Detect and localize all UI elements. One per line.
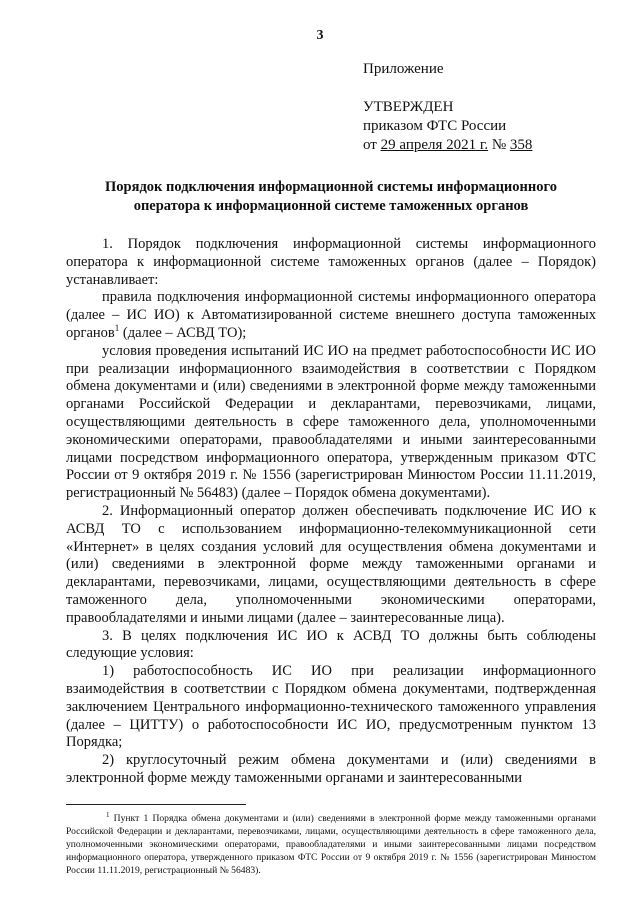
footnote-reference: 1 [114, 323, 120, 334]
document-title [66, 178, 596, 216]
number-prefix: № [488, 137, 510, 153]
paragraph-2 [66, 289, 596, 342]
footnote-marker: 1 [106, 810, 110, 819]
document-body [66, 236, 596, 788]
approved-label: УТВЕРЖДЕН [363, 99, 454, 115]
order-date-line [363, 136, 532, 155]
order-date: 29 апреля 2021 г. [380, 137, 489, 153]
order-label: приказом ФТС России [363, 118, 507, 134]
paragraph-1: 1. Порядок подключения информационной системы информационного оператора к информационной системе таможенных органов (далее – Порядок) устанавливает: [66, 236, 596, 288]
paragraph-4: 2. Информационный оператор должен обеспечивать подключение ИС ИО к АСВД ТО с использованием информационно-телекоммуникационной сети «Интернет» в целях создания условий для осуществления обмена документами и (или) сведениями в электронной форме между таможенными органами и декларантами, перевозчиками, лицами, осуществляющими деятельность в сфере таможенного дела, уполномоченными экономическими операторами, правообладателями и иными лицами (далее – заинтересованные лица). [66, 502, 596, 626]
footnote-text: Пункт 1 Порядка обмена документами и (или) сведениями в электронной форме между таможенными органами Российской Федерации и декларантами, перевозчиками, лицами, осуществляющими деятельность в сфере таможенного дела, уполномоченными экономическими операторами, правообладателями и иными заинтересованными лицами посредством информационного оператора, утвержденного приказом ФТС России от 9 октября 2019 г. № 1556 (зарегистрирован Минюстом России 11.11.2019, регистрационный № 56483). [66, 813, 596, 876]
paragraph-2-tail: (далее – АСВД ТО); [119, 324, 247, 341]
paragraph-6: 1) работоспособность ИС ИО при реализации информационного взаимодействия в соответствии с Порядком обмена документами, подтвержденная заключением Центрального информационно-технического таможенного управления (далее – ЦИТТУ) о работоспособности ИС ИО, предусмотренным пунктом 13 Порядка; [66, 663, 596, 751]
approval-block [363, 60, 532, 155]
paragraph-7: 2) круглосуточный режим обмена документами и (или) сведениями в электронной форме между таможенными органами и заинтересованными [66, 752, 596, 786]
footnote [66, 812, 596, 877]
appendix-label: Приложение [363, 61, 444, 77]
paragraph-2-text: правила подключения информационной системы информационного оператора (далее – ИС ИО) к Автоматизированной системе внешнего доступа таможенных органов [66, 289, 596, 341]
date-prefix: от [363, 137, 381, 153]
paragraph-5: 3. В целях подключения ИС ИО к АСВД ТО должны быть соблюдены следующие условия: [66, 627, 596, 662]
title-line-1: Порядок подключения информационной системы информационного [105, 179, 557, 195]
footnote-separator [66, 804, 246, 805]
title-line-2: оператора к информационной системе таможенных органов [133, 198, 529, 214]
paragraph-3: условия проведения испытаний ИС ИО на предмет работоспособности ИС ИО при реализации информационного взаимодействия в соответствии с Порядком обмена документами и (или) сведениями в электронной форме между таможенными органами Российской Федерации и декларантами, перевозчиками, лицами, осуществляющими деятельность в сфере таможенного дела, уполномоченными экономическими операторами, правообладателями и иными заинтересованными лицами посредством информационного оператора, утвержденным приказом ФТС России от 9 октября 2019 г. № 1556 (зарегистрирован Минюстом России 11.11.2019, регистрационный № 56483) (далее – Порядок обмена документами). [66, 342, 596, 502]
page-number: 3 [316, 28, 324, 43]
order-number: 358 [509, 137, 533, 153]
